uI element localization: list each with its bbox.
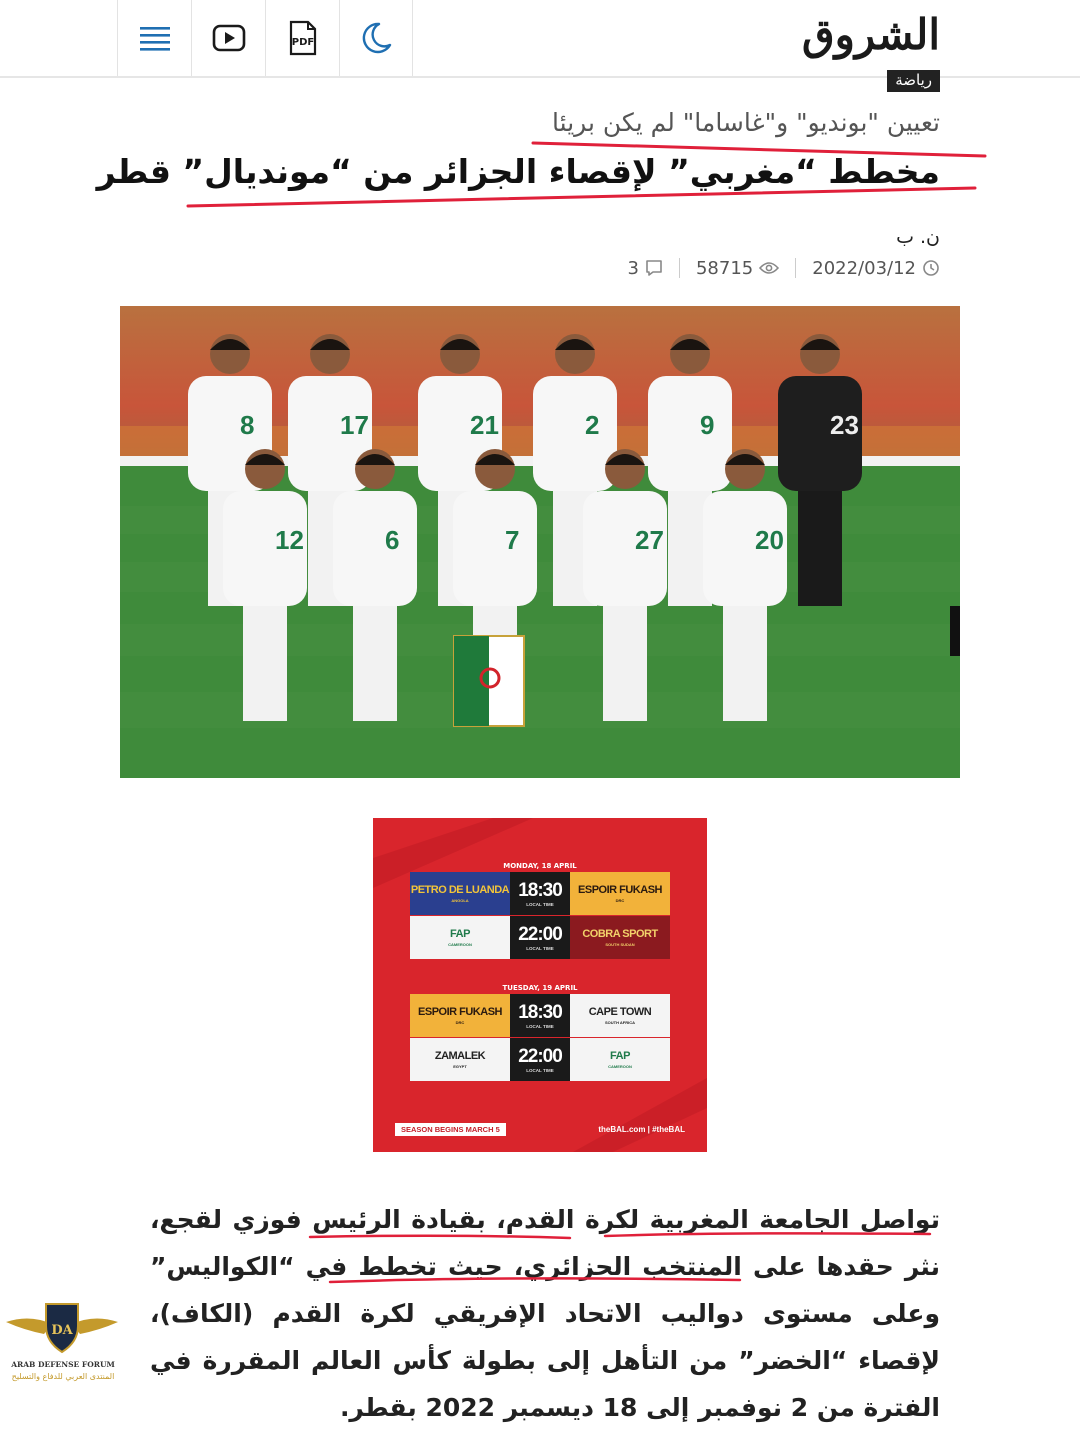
jersey-number: 12 bbox=[275, 525, 304, 555]
team-country: DRC bbox=[455, 1019, 465, 1025]
team-home bbox=[410, 994, 510, 1037]
watermark-initials: DA bbox=[51, 1323, 73, 1338]
comment-icon bbox=[645, 259, 663, 277]
header-tools bbox=[117, 0, 413, 76]
game-row bbox=[410, 994, 670, 1037]
jersey-number: 9 bbox=[700, 410, 715, 440]
local-time-label: LOCAL TIME bbox=[526, 901, 554, 907]
menu-button[interactable] bbox=[117, 0, 191, 76]
jersey-number: 17 bbox=[340, 410, 369, 440]
game-row bbox=[410, 916, 670, 959]
team-name: CAPE TOWN bbox=[588, 1005, 652, 1018]
jersey-number: 23 bbox=[830, 410, 859, 440]
team-home bbox=[410, 872, 510, 915]
jersey-number: 6 bbox=[385, 525, 400, 555]
site-header bbox=[0, 0, 1080, 78]
jersey-number: 21 bbox=[470, 410, 499, 440]
jersey-number: 27 bbox=[635, 525, 664, 555]
poster-footer bbox=[395, 1121, 685, 1137]
team-country: ANGOLA bbox=[451, 897, 469, 903]
team-country: SOUTH AFRICA bbox=[604, 1019, 636, 1025]
team-away bbox=[570, 1038, 670, 1081]
article-views bbox=[696, 258, 779, 279]
pdf-label: PDF bbox=[291, 37, 314, 48]
team-name: FAP bbox=[450, 927, 470, 940]
pdf-button[interactable] bbox=[265, 0, 339, 76]
article-headline: مخطط “مغربي” لإقصاء الجزائر من “مونديال” قطر bbox=[96, 152, 940, 191]
jersey-number: 20 bbox=[755, 525, 784, 555]
eye-icon bbox=[759, 261, 779, 275]
clock-icon bbox=[922, 259, 940, 277]
game-time bbox=[510, 916, 570, 959]
article-comments[interactable] bbox=[628, 258, 663, 279]
time-text: 18:30 bbox=[518, 879, 562, 901]
article-kicker: تعيين "بونديو" و"غاساما" لم يكن بريئا bbox=[552, 108, 940, 137]
poster-day-tuesday: TUESDAY, 19 APRIL bbox=[502, 984, 578, 992]
watermark-title: ARAB DEFENSE FORUM bbox=[11, 1360, 115, 1369]
article-body: تواصل الجامعة المغربية لكرة القدم، بقيادة الرئيس فوزي لقجع، نثر حقدها على المنتخب الجزائري، حيث تخطط في “الكواليس” وعلى مستوى دواليب الاتحاد الإفريقي لكرة القدم (الكاف)، لإقصاء “الخضر” من التأهل إلى بطولة كأس العالم المقررة في الفترة من 2 نوفمبر إلى 18 ديسمبر 2022 بقطر. bbox=[150, 1205, 940, 1422]
time-text: 22:00 bbox=[518, 1045, 562, 1067]
jersey-number: 2 bbox=[585, 410, 600, 440]
article-author[interactable]: ن. ب bbox=[896, 226, 940, 248]
local-time-label: LOCAL TIME bbox=[526, 1067, 554, 1073]
team-away bbox=[570, 916, 670, 959]
local-time-label: LOCAL TIME bbox=[526, 1023, 554, 1029]
jersey-number: 7 bbox=[505, 525, 520, 555]
team-name: FAP bbox=[610, 1049, 630, 1062]
jersey-number: 8 bbox=[240, 410, 255, 440]
article-date bbox=[812, 258, 940, 279]
bal-schedule-poster bbox=[373, 818, 707, 1152]
team-away bbox=[570, 994, 670, 1037]
team-country: EGYPT bbox=[453, 1063, 467, 1069]
watermark-subtitle: المنتدى العربي للدفاع والتسليح bbox=[11, 1372, 115, 1381]
team-country: CAMEROON bbox=[608, 1063, 632, 1069]
poster-website: theBAL.com | #theBAL bbox=[598, 1124, 685, 1134]
season-start: SEASON BEGINS MARCH 5 bbox=[395, 1123, 506, 1136]
article-meta bbox=[628, 256, 940, 280]
views-count: 58715 bbox=[695, 257, 754, 279]
eagle-shield-logo bbox=[0, 1296, 124, 1360]
game-time bbox=[510, 872, 570, 915]
team-home bbox=[410, 916, 510, 959]
forum-watermark bbox=[0, 1296, 124, 1391]
team-country: SOUTH SUDAN bbox=[605, 941, 635, 947]
game-row bbox=[410, 872, 670, 915]
team-away bbox=[570, 872, 670, 915]
team-country: CAMEROON bbox=[448, 941, 472, 947]
video-button[interactable] bbox=[191, 0, 265, 76]
article-photo bbox=[120, 306, 960, 778]
moon-icon bbox=[359, 21, 393, 55]
dark-mode-toggle[interactable] bbox=[339, 0, 413, 76]
team-home bbox=[410, 1038, 510, 1081]
team-country: DRC bbox=[615, 897, 625, 903]
pdf-icon bbox=[287, 20, 319, 56]
game-time bbox=[510, 1038, 570, 1081]
poster-day-monday: MONDAY, 18 APRIL bbox=[503, 862, 577, 870]
comments-count: 3 bbox=[627, 257, 639, 279]
team-name: ESPOIR FUKASH bbox=[418, 1005, 502, 1018]
youtube-icon bbox=[212, 23, 246, 53]
game-time bbox=[510, 994, 570, 1037]
team-name: ESPOIR FUKASH bbox=[578, 883, 662, 896]
meta-divider bbox=[795, 258, 796, 278]
local-time-label: LOCAL TIME bbox=[526, 945, 554, 951]
team-name: COBRA SPORT bbox=[582, 927, 658, 940]
time-text: 22:00 bbox=[518, 923, 562, 945]
time-text: 18:30 bbox=[518, 1001, 562, 1023]
game-row bbox=[410, 1038, 670, 1081]
menu-icon bbox=[138, 24, 172, 52]
team-name: PETRO DE LUANDA bbox=[410, 883, 510, 896]
team-photo-illustration bbox=[120, 306, 960, 778]
site-logo[interactable]: الشروق bbox=[802, 10, 940, 59]
team-name: ZAMALEK bbox=[434, 1049, 486, 1062]
date-text: 2022/03/12 bbox=[812, 257, 916, 279]
meta-divider bbox=[679, 258, 680, 278]
category-badge[interactable]: رياضة bbox=[887, 70, 940, 92]
